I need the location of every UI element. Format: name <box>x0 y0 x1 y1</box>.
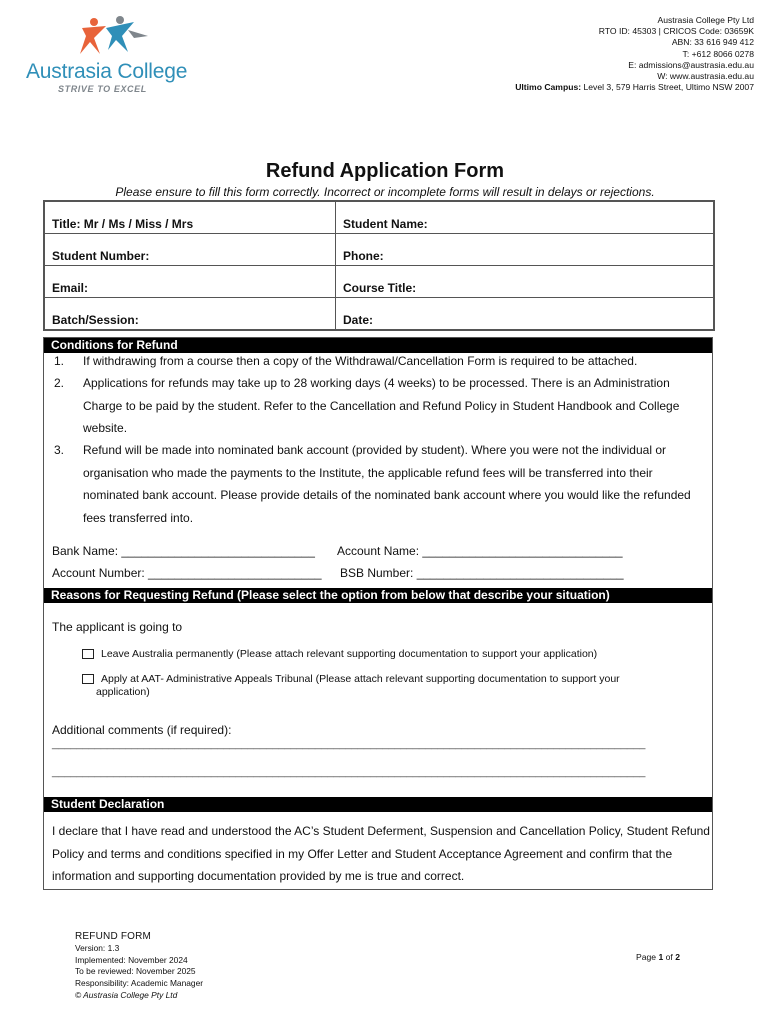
condition-item <box>54 372 704 440</box>
star-figures-icon <box>72 14 152 60</box>
footer-info <box>75 931 203 1002</box>
main-form-box <box>43 337 713 890</box>
option-aat-label-cont: application) <box>96 686 150 698</box>
contact-abn: ABN: 33 616 949 412 <box>671 37 754 48</box>
option-aat-label: Apply at AAT- Administrative Appeals Tribunal (Please attach relevant supporting documentation to support your <box>101 673 620 685</box>
bsb-number-field[interactable]: BSB Number: _______________________________ <box>340 566 624 580</box>
phone-field[interactable]: Phone: <box>336 234 714 266</box>
logo-name: Austrasia College <box>26 60 188 83</box>
contact-email: E: admissions@austrasia.edu.au <box>628 59 754 70</box>
condition-item <box>54 350 704 372</box>
student-number-field[interactable]: Student Number: <box>45 234 336 266</box>
student-details-table <box>43 200 715 331</box>
account-number-field[interactable]: Account Number: __________________________ <box>52 566 322 580</box>
footer-responsibility: Responsibility: Academic Manager <box>75 978 204 989</box>
page-prefix: Page <box>636 952 659 962</box>
option-aat[interactable] <box>82 673 620 699</box>
footer-copyright: © Austrasia College Pty Ltd <box>75 989 178 1000</box>
reasons-heading: Reasons for Requesting Refund (Please select the option from below that describe your situation) <box>44 588 712 603</box>
option-leave-australia-label: Leave Australia permanently (Please attach relevant supporting documentation to support your application) <box>101 648 598 660</box>
aat-checkbox[interactable] <box>82 674 94 684</box>
form-subtitle: Please ensure to fill this form correctly. Incorrect or incomplete forms will result in delays or rejections. <box>115 185 655 199</box>
campus-address: Level 3, 579 Harris Street, Ultimo NSW 2007 <box>581 82 754 93</box>
condition-number: 1. <box>54 354 65 368</box>
condition-text: Refund will be made into nominated bank account (provided by student). Where you were not the individual or organisation who made the payments to the Institute, the applicable refund fees will be transferred into their nominated bank account. Please provide details of the nominated bank account where you would like the refunded fees transferred into. <box>83 443 691 525</box>
course-title-field[interactable]: Course Title: <box>336 266 714 298</box>
condition-text: If withdrawing from a course then a copy of the Withdrawal/Cancellation Form is required to be attached. <box>83 354 638 368</box>
bank-name-field[interactable]: Bank Name: _____________________________ <box>52 544 315 558</box>
condition-text: Applications for refunds may take up to 28 working days (4 weeks) to be processed. There is an Administration Charge to be paid by the student. Refer to the Cancellation and Refund Policy in Student Handbook and College website. <box>83 376 680 435</box>
page-number <box>636 952 680 962</box>
applicant-intro: The applicant is going to <box>52 620 183 634</box>
page-of: of <box>663 952 676 962</box>
email-field[interactable]: Email: <box>45 266 336 298</box>
comment-line[interactable]: _________________________________________________________________________________________________ <box>52 738 646 750</box>
footer-version: Version: 1.3 <box>75 942 120 953</box>
contact-campus <box>515 82 754 93</box>
condition-number: 3. <box>54 443 65 457</box>
title-field[interactable]: Title: Mr / Ms / Miss / Mrs <box>45 202 336 234</box>
comment-line[interactable]: _________________________________________________________________________________________________ <box>52 766 646 778</box>
page-current: 1 <box>658 952 664 962</box>
footer-form-name: REFUND FORM <box>75 931 152 942</box>
account-name-field[interactable]: Account Name: ______________________________ <box>337 544 623 558</box>
student-name-field[interactable]: Student Name: <box>336 202 714 234</box>
condition-item <box>54 439 704 529</box>
comments-label: Additional comments (if required): <box>52 723 232 737</box>
campus-label: Ultimo Campus: <box>515 82 582 93</box>
conditions-heading: Conditions for Refund <box>44 338 712 353</box>
logo-tagline: STRIVE TO EXCEL <box>58 84 147 94</box>
contact-rto: RTO ID: 45303 | CRICOS Code: 03659K <box>598 26 754 37</box>
form-title: Refund Application Form <box>265 160 505 182</box>
batch-field[interactable]: Batch/Session: <box>45 298 336 330</box>
date-field[interactable]: Date: <box>336 298 714 330</box>
contact-phone: T: +612 8066 0278 <box>682 48 754 59</box>
footer-implemented: Implemented: November 2024 <box>75 954 188 965</box>
contact-block <box>515 15 754 93</box>
college-logo <box>22 14 202 102</box>
footer-review: To be reviewed: November 2025 <box>75 966 196 977</box>
condition-number: 2. <box>54 376 65 390</box>
page-total: 2 <box>675 952 680 962</box>
contact-website: W: www.austrasia.edu.au <box>657 71 754 82</box>
option-leave-australia[interactable] <box>82 648 597 660</box>
declaration-text: I declare that I have read and understood the AC’s Student Deferment, Suspension and Cancellation Policy, Student Refund Policy and terms and conditions specified in my Offer Letter and Student Acceptance Agreement and confirm that the information and supporting documentation provided by me is true and correct. <box>52 824 710 883</box>
declaration-heading: Student Declaration <box>44 797 712 812</box>
contact-company: Austrasia College Pty Ltd <box>657 15 754 25</box>
leave-australia-checkbox[interactable] <box>82 649 94 659</box>
